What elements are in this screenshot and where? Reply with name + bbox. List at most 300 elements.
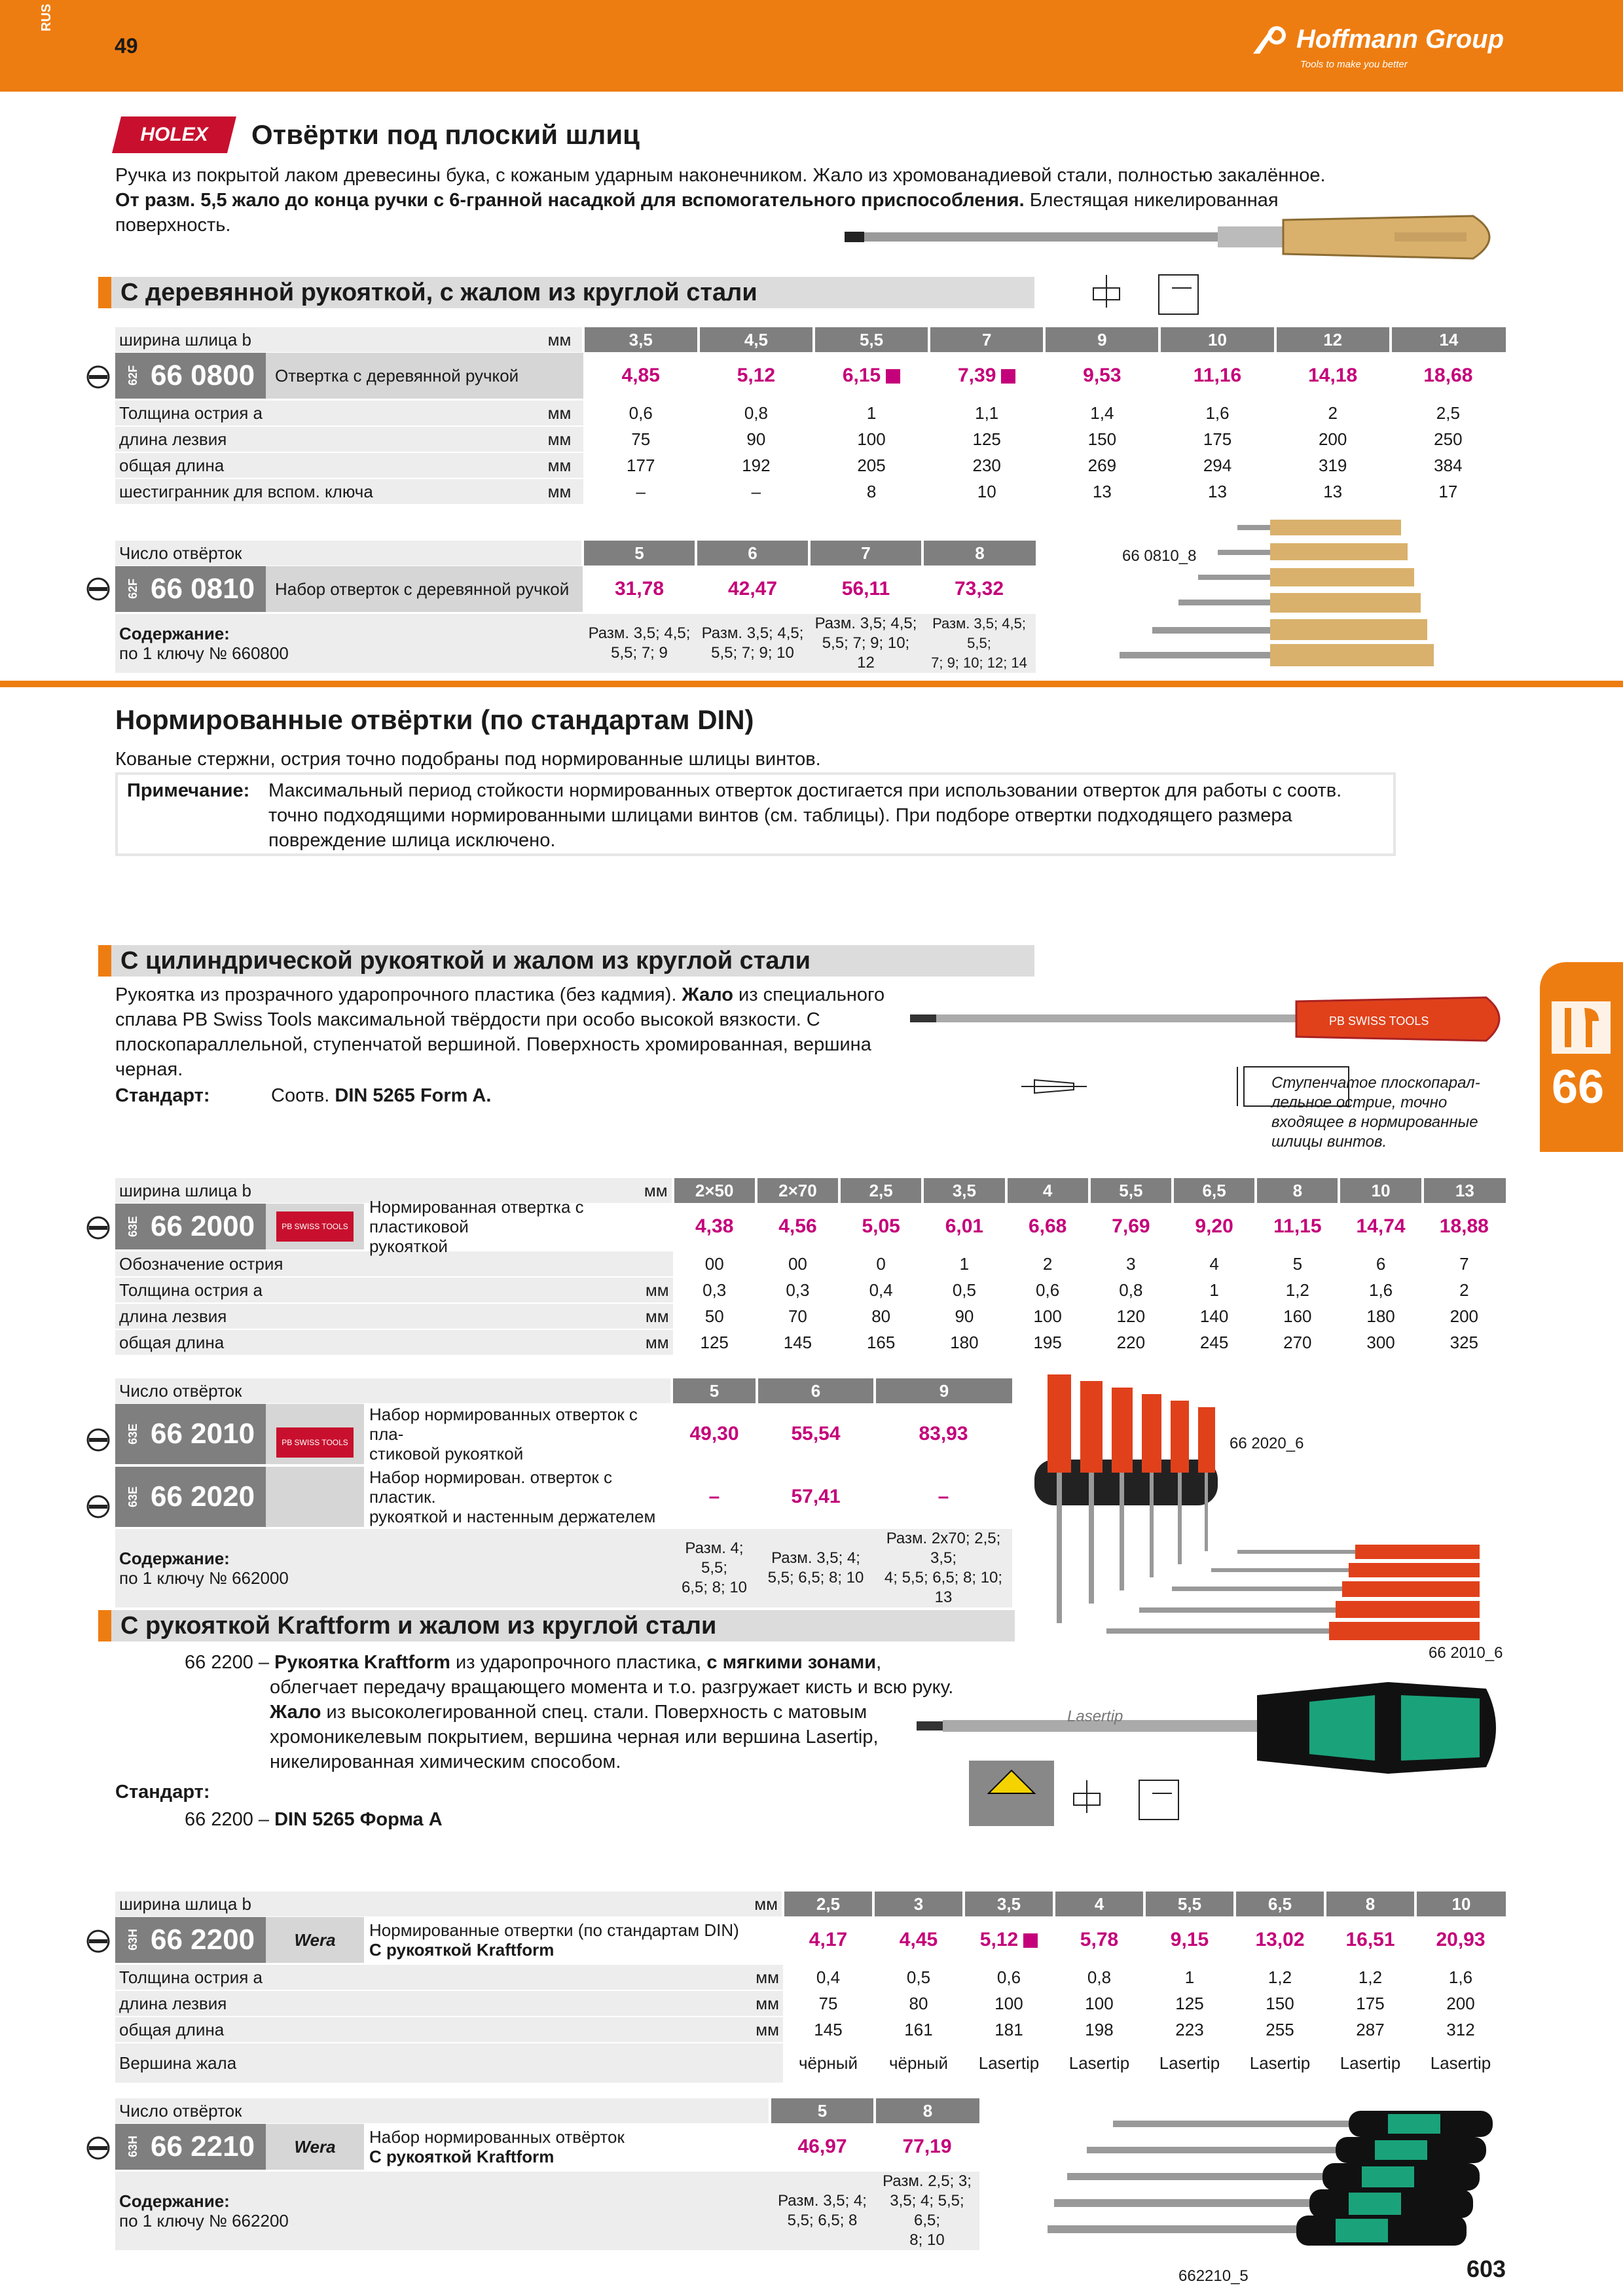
table-cell: 192: [699, 452, 814, 478]
table-cell: [737, 2043, 783, 2083]
table-cell: Разм. 2,5; 3; 3,5; 4; 5,5; 6,5; 8; 10: [875, 2171, 979, 2250]
pb-logo: PB SWISS TOOLS: [266, 1404, 364, 1464]
table-cell: 230: [929, 452, 1044, 478]
table-cell: 180: [922, 1329, 1006, 1355]
table-cell: 120: [1089, 1303, 1173, 1329]
image-ref-660810: 66 0810_8: [1122, 547, 1197, 565]
table-cell: 14,74: [1356, 1215, 1406, 1237]
table-cell: 0,3: [673, 1277, 756, 1303]
row-unit: мм: [544, 478, 583, 504]
brand-name: Hoffmann Group: [1296, 25, 1504, 54]
table-cell: 4: [1006, 1178, 1089, 1203]
table-cell: 90: [922, 1303, 1006, 1329]
table-cell: 175: [1159, 426, 1275, 452]
table-cell: 125: [1144, 1990, 1235, 2017]
table-cell: 0,3: [756, 1277, 839, 1303]
table-cell: Lasertip: [1235, 2043, 1325, 2083]
table-cell: 0,6: [583, 400, 699, 426]
table-cell: 4,38: [695, 1215, 734, 1237]
table-cell: Разм. 2x70; 2,5; 3,5; 4; 5,5; 6,5; 8; 10; 13: [875, 1528, 1012, 1607]
table-cell: 8: [922, 541, 1036, 565]
table-cell: ширина шлица b: [115, 1178, 613, 1203]
table-cell: Lasertip: [1325, 2043, 1415, 2083]
holex-logo: HOLEX: [112, 117, 236, 153]
wera-set-image: [1048, 2108, 1499, 2251]
table-cell: 9,20: [1195, 1215, 1233, 1237]
table-cell: 319: [1275, 452, 1391, 478]
slotted-screw-icon: [85, 1215, 111, 1241]
table-cell: 150: [1235, 1990, 1325, 2017]
table-cell: 4: [1173, 1251, 1256, 1277]
slotted-screw-icon: [85, 576, 111, 602]
table-cell: Содержание: по 1 ключу № 660800: [115, 613, 583, 673]
article-number[interactable]: 63E 66 2000: [115, 1204, 266, 1249]
size-cell: 5,5: [814, 327, 929, 352]
article-number[interactable]: 63E 66 2010: [115, 1404, 266, 1464]
wera-logo: Wera: [266, 2124, 364, 2170]
table-662200: [115, 1892, 1506, 2083]
slotted-screw-icon: [85, 364, 111, 390]
table-cell: 56,11: [841, 578, 890, 600]
table-cell: 1,6: [1415, 1964, 1506, 1990]
table-cell: 384: [1391, 452, 1506, 478]
image-ref-662020: 66 2020_6: [1230, 1435, 1304, 1452]
table-cell: 4,17: [809, 1929, 848, 1950]
table-cell: Разм. 4; 5,5; 6,5; 8; 10: [672, 1528, 757, 1607]
table-cell: 165: [839, 1329, 922, 1355]
table-cell: 1,6: [1159, 400, 1275, 426]
table-cell: 269: [1044, 452, 1159, 478]
price-cell: 11,16: [1193, 365, 1242, 386]
table-cell: 4,56: [778, 1215, 817, 1237]
size-cell: 3,5: [583, 327, 699, 352]
table-cell: 5,5: [1089, 1178, 1173, 1203]
table-cell: 160: [1256, 1303, 1339, 1329]
standard-label: Стандарт:: [115, 1085, 210, 1106]
table-cell: 63H 66 2200 Wera Нормированные отвертки (по стандартам DIN) С рукояткой Kraftform: [115, 1916, 783, 1964]
price-cell: 18,68: [1423, 365, 1473, 386]
table-cell: 1: [814, 400, 929, 426]
table-cell: 50: [673, 1303, 756, 1329]
table-cell: –: [699, 478, 814, 504]
table-cell: мм: [613, 1303, 672, 1329]
table-cell: 0,8: [1054, 1964, 1144, 1990]
section-title-din: Нормированные отвёртки (по стандартам DIN): [115, 704, 754, 735]
table-cell: Обозначение острия: [115, 1251, 613, 1277]
table-cell: Число отвёрток: [115, 2098, 770, 2123]
note-line: точно подходящими нормированными шлицами винтов (см. таблицы). При подборе отвертки подходящего размера: [268, 805, 1292, 826]
table-cell: Толщина острия a: [115, 1964, 737, 1990]
table-cell: 1,1: [929, 400, 1044, 426]
holex-desc-1: Ручка из покрытой лаком древесины бука, с кожаным ударным наконечником. Жало из хромованадиевой стали, полностью закалённое.: [115, 165, 1326, 186]
table-cell: 145: [756, 1329, 839, 1355]
table-cell: 2,5: [1391, 400, 1506, 426]
table-cell: 70: [756, 1303, 839, 1329]
table-cell: 3,5: [964, 1892, 1054, 1916]
table-cell: 90: [699, 426, 814, 452]
price-cell: 6,15: [814, 352, 929, 400]
kraftform-desc-line: никелированная химическим способом.: [270, 1751, 621, 1772]
pb-desc-line: черная.: [115, 1059, 183, 1080]
note-box: [115, 772, 1396, 856]
article-number[interactable]: 62F 66 0810: [115, 566, 266, 612]
table-cell: 11,15: [1273, 1215, 1322, 1237]
table-cell: ширина шлица b: [115, 1892, 737, 1916]
catalog-section-number: 49: [115, 34, 138, 58]
table-662210: [115, 2098, 979, 2250]
table-cell: 200: [1275, 426, 1391, 452]
table-cell: 1,2: [1325, 1964, 1415, 1990]
row-label: шестигранник для вспом. ключа: [115, 478, 544, 504]
table-cell: 31,78: [614, 578, 665, 600]
note-line: повреждение шлица исключено.: [268, 830, 556, 851]
table-cell: 200: [1415, 1990, 1506, 2017]
table-cell: 1,2: [1256, 1277, 1339, 1303]
table-cell: 00: [673, 1251, 756, 1277]
table-cell: 4: [1054, 1892, 1144, 1916]
row-unit: мм: [544, 452, 583, 478]
table-cell: 100: [964, 1990, 1054, 2017]
table-cell: Lasertip: [1415, 2043, 1506, 2083]
article-number[interactable]: 63E 66 2020: [115, 1467, 266, 1527]
table-cell: 5: [770, 2098, 875, 2123]
size-cell: 12: [1275, 327, 1391, 352]
bar-wooden-handle: С деревянной рукояткой, с жалом из круглой стали: [98, 277, 1034, 308]
table-cell: 63E 66 2010 PB SWISS TOOLS Набор нормированных отверток с пла- стиковой рукояткой: [115, 1403, 672, 1465]
table-cell: 3,5: [922, 1178, 1006, 1203]
hoffmann-logo: [1250, 24, 1539, 76]
pb-brand-text: PB SWISS TOOLS: [1329, 1014, 1429, 1028]
table-cell: 80: [873, 1990, 964, 2017]
table-cell: 1: [922, 1251, 1006, 1277]
table-cell: 2: [1423, 1277, 1506, 1303]
table-cell: 10: [1415, 1892, 1506, 1916]
table-cell: 2: [1006, 1251, 1089, 1277]
table-cell: 1: [1173, 1277, 1256, 1303]
new-marker-icon: [886, 369, 900, 384]
article-number[interactable]: 62F 66 0800: [115, 353, 266, 399]
note-line: Максимальный период стойкости нормированных отверток достигается при использовании отверток для работы с соотв.: [268, 780, 1342, 801]
header-unit: мм: [544, 327, 583, 352]
article-name: Отвертка с деревянной ручкой: [266, 353, 583, 399]
size-cell: 9: [1044, 327, 1159, 352]
din-desc: Кованые стержни, острия точно подобраны под нормированные шлицы винтов.: [115, 749, 821, 770]
table-cell: 7: [1423, 1251, 1506, 1277]
table-cell: 270: [1256, 1329, 1339, 1355]
table-cell: 0,5: [922, 1277, 1006, 1303]
table-cell: [115, 352, 583, 400]
wera-screwdriver-image: [917, 1662, 1506, 1833]
table-cell: 8: [875, 2098, 979, 2123]
table-cell: 0,4: [839, 1277, 922, 1303]
table-cell: мм: [737, 1892, 783, 1916]
kraftform-desc-line: облегчает передачу вращающего момента и т.о. разгружает кисть и всю руку.: [270, 1677, 954, 1698]
row-label: Толщина острия a: [115, 400, 544, 426]
table-cell: 125: [929, 426, 1044, 452]
table-cell: 150: [1044, 426, 1159, 452]
table-cell: 0,6: [1006, 1277, 1089, 1303]
wera-logo: Wera: [266, 1917, 364, 1963]
tools-icon: [1552, 1001, 1611, 1054]
chapter-number: 66: [1552, 1061, 1605, 1113]
table-662000: [115, 1178, 1506, 1355]
holex-desc-2-bold: От разм. 5,5 жало до конца ручки с 6-гранной насадкой для вспомогательного приспособления.: [115, 190, 1025, 211]
table-cell: 0,6: [964, 1964, 1054, 1990]
lasertip-text: Lasertip: [1067, 1708, 1123, 1725]
table-cell: Разм. 3,5; 4,5; 5,5; 7; 9; 10; 12: [809, 613, 922, 673]
table-cell: 250: [1391, 426, 1506, 452]
slotted-screw-icon: [85, 2135, 111, 2161]
table-cell: 6,01: [945, 1215, 984, 1237]
table-cell: 0,5: [873, 1964, 964, 1990]
table-cell: 6: [1339, 1251, 1422, 1277]
note-label: Примечание:: [127, 780, 250, 801]
table-cell: –: [583, 478, 699, 504]
table-cell: длина лезвия: [115, 1303, 613, 1329]
table-cell: 13: [1044, 478, 1159, 504]
table-cell: 49,30: [689, 1423, 739, 1444]
table-cell: мм: [737, 1990, 783, 2017]
table-cell: 9: [875, 1378, 1012, 1403]
table-cell: 287: [1325, 2017, 1415, 2043]
table-cell: 6: [757, 1378, 875, 1403]
table-cell: 5: [583, 541, 696, 565]
table-cell: 7,69: [1112, 1215, 1150, 1237]
table-cell: 75: [783, 1990, 873, 2017]
table-cell: 4,45: [899, 1929, 938, 1950]
table-cell: 16,51: [1345, 1929, 1395, 1950]
table-cell: 5: [672, 1378, 757, 1403]
holex-set-image: [1120, 511, 1486, 668]
price-cell: 7,39: [929, 352, 1044, 400]
table-cell: 6,68: [1028, 1215, 1067, 1237]
size-cell: 7: [929, 327, 1044, 352]
bar-cylindrical-handle: С цилиндрической рукояткой и жалом из круглой стали: [98, 945, 1034, 977]
row-unit: мм: [544, 426, 583, 452]
table-cell: 46,97: [797, 2136, 847, 2157]
table-cell: 0,4: [783, 1964, 873, 1990]
chapter-tab[interactable]: [1540, 962, 1623, 1152]
new-marker-icon: [1001, 369, 1015, 384]
table-cell: 200: [1423, 1303, 1506, 1329]
table-cell: 145: [783, 2017, 873, 2043]
table-cell: Толщина острия a: [115, 1277, 613, 1303]
table-cell: 5,5: [1144, 1892, 1235, 1916]
table-cell: 10: [929, 478, 1044, 504]
table-cell: 2,5: [783, 1892, 873, 1916]
table-cell: 2: [1275, 400, 1391, 426]
header-label: Число отвёрток: [115, 541, 583, 565]
table-cell: 312: [1415, 2017, 1506, 2043]
table-cell: чёрный: [783, 2043, 873, 2083]
table-cell: мм: [737, 2017, 783, 2043]
brand-tagline: Tools to make you better: [1300, 59, 1408, 70]
slotted-screw-icon: [85, 1928, 111, 1954]
table-cell: 0: [839, 1251, 922, 1277]
table-cell: длина лезвия: [115, 1990, 737, 2017]
table-cell: 63E 66 2000 PB SWISS TOOLS Нормированная отвертка с пластиковой рукояткой: [115, 1203, 673, 1251]
table-cell: 325: [1423, 1329, 1506, 1355]
table-cell: 6,5: [1235, 1892, 1325, 1916]
table-cell: Lasertip: [1054, 2043, 1144, 2083]
table-cell: Разм. 3,5; 4; 5,5; 6,5; 8; 10: [757, 1528, 875, 1607]
table-cell: Разм. 3,5; 4,5; 5,5; 7; 9; 10; 12; 14: [922, 613, 1036, 673]
pb-desc-line: сплава PB Swiss Tools максимальной твёрдости при особо высокой вязкости. С: [115, 1009, 820, 1030]
table-cell: 5: [1256, 1251, 1339, 1277]
table-cell: 100: [1006, 1303, 1089, 1329]
price-cell: 14,18: [1308, 365, 1358, 386]
table-cell: 8: [1325, 1892, 1415, 1916]
table-cell: 125: [673, 1329, 756, 1355]
table-cell: Lasertip: [964, 2043, 1054, 2083]
table-cell: Содержание: по 1 ключу № 662200: [115, 2171, 770, 2250]
table-cell: чёрный: [873, 2043, 964, 2083]
table-cell: 42,47: [727, 578, 778, 600]
pb-set-image: [1106, 1545, 1493, 1643]
table-cell: 77,19: [902, 2136, 952, 2157]
table-cell: 2×70: [756, 1178, 839, 1203]
slotted-screw-icon: [85, 1427, 111, 1453]
table-660810: [115, 541, 1036, 673]
new-marker-icon: [1023, 1933, 1038, 1948]
table-cell: Содержание: по 1 ключу № 662000: [115, 1528, 672, 1607]
table-cell: 195: [1006, 1329, 1089, 1355]
table-cell: 223: [1144, 2017, 1235, 2043]
table-cell: общая длина: [115, 1329, 613, 1355]
table-cell: 9,15: [1170, 1929, 1209, 1950]
table-cell: 300: [1339, 1329, 1422, 1355]
table-cell: 245: [1173, 1329, 1256, 1355]
price-cell: 5,12: [737, 365, 776, 386]
pb-desc-line: плоскопараллельной, ступенчатой вершиной. Поверхность хромированная, вершина: [115, 1034, 871, 1055]
table-cell: 6: [696, 541, 809, 565]
hoffmann-logo-icon: [1250, 26, 1292, 56]
table-660800: [115, 327, 1506, 504]
holex-desc-3: поверхность.: [115, 215, 231, 236]
table-cell: 140: [1173, 1303, 1256, 1329]
table-cell: Разм. 3,5; 4; 5,5; 6,5; 8: [770, 2171, 875, 2250]
table-cell: Вершина жала: [115, 2043, 737, 2083]
table-cell: 7: [809, 541, 922, 565]
table-cell: 180: [1339, 1303, 1422, 1329]
image-ref-662210: 662210_5: [1178, 2267, 1249, 2285]
article-number[interactable]: 63H 66 2200: [115, 1917, 266, 1963]
row-label: длина лезвия: [115, 426, 544, 452]
table-cell: 63H 66 2210 Wera Набор нормированных отвёрток С рукояткой Kraftform: [115, 2123, 770, 2171]
standard-label: Стандарт:: [115, 1782, 210, 1803]
table-cell: 18,88: [1439, 1215, 1489, 1237]
table-cell: Разм. 3,5; 4,5; 5,5; 7; 9: [583, 613, 696, 673]
header-label: ширина шлица b: [115, 327, 544, 352]
table-cell: 13: [1159, 478, 1275, 504]
table-cell: 198: [1054, 2017, 1144, 2043]
row-label: общая длина: [115, 452, 544, 478]
table-cell: 205: [814, 452, 929, 478]
table-cell: Lasertip: [1144, 2043, 1235, 2083]
table-cell: 100: [814, 426, 929, 452]
table-cell: мм: [613, 1178, 672, 1203]
table-cell: 1,4: [1044, 400, 1159, 426]
table-cell: 57,41: [757, 1465, 875, 1528]
table-cell: 5,78: [1080, 1929, 1119, 1950]
table-cell: 2,5: [839, 1178, 922, 1203]
table-cell: 17: [1391, 478, 1506, 504]
size-cell: 14: [1391, 327, 1506, 352]
price-cell: 9,53: [1083, 365, 1122, 386]
page-header: [0, 0, 1623, 92]
table-cell: 5,12: [964, 1916, 1054, 1964]
table-cell: общая длина: [115, 2017, 737, 2043]
table-cell: 00: [756, 1251, 839, 1277]
tip-note: Ступенчатое плоскопарал- лельное острие, точно входящее в нормированные шлицы винтов.: [1271, 1074, 1480, 1151]
table-cell: мм: [613, 1277, 672, 1303]
price-cell: 4,85: [621, 365, 660, 386]
article-name: Набор отверток с деревянной ручкой: [266, 566, 583, 612]
holex-desc-2-rest: Блестящая никелированная: [1024, 190, 1279, 211]
table-cell: мм: [737, 1964, 783, 1990]
table-cell: 13: [1423, 1178, 1506, 1203]
table-cell: 8: [814, 478, 929, 504]
table-cell: 2×50: [673, 1178, 756, 1203]
row-unit: мм: [544, 400, 583, 426]
table-cell: 20,93: [1436, 1929, 1486, 1950]
table-cell: 294: [1159, 452, 1275, 478]
table-cell: Число отвёрток: [115, 1378, 672, 1403]
table-cell: 13,02: [1255, 1929, 1305, 1950]
section-title-holex: Отвёртки под плоский шлиц: [251, 119, 640, 150]
table-cell: 175: [1325, 1990, 1415, 2017]
table-cell: 3: [1089, 1251, 1173, 1277]
table-cell: 63E 66 2020 Набор нормирован. отверток с пластик. рукояткой и настенным держателем: [115, 1465, 672, 1528]
table-cell: 181: [964, 2017, 1054, 2043]
table-cell: 100: [1054, 1990, 1144, 2017]
table-cell: –: [875, 1465, 1012, 1528]
table-cell: 55,54: [791, 1423, 841, 1444]
table-cell: 5,05: [862, 1215, 900, 1237]
table-cell: –: [672, 1465, 757, 1528]
size-cell: 10: [1159, 327, 1275, 352]
table-cell: 13: [1275, 478, 1391, 504]
table-cell: [115, 565, 583, 613]
table-cell: 10: [1339, 1178, 1422, 1203]
table-cell: мм: [613, 1329, 672, 1355]
table-cell: 1,2: [1235, 1964, 1325, 1990]
table-cell: 0,8: [1089, 1277, 1173, 1303]
page-number: 603: [1467, 2255, 1506, 2282]
image-ref-662010: 66 2010_6: [1429, 1644, 1503, 1662]
table-cell: 3: [873, 1892, 964, 1916]
table-cell: 1: [1144, 1964, 1235, 1990]
table-cell: 73,32: [954, 578, 1004, 600]
table-cell: 75: [583, 426, 699, 452]
table-cell: 255: [1235, 2017, 1325, 2043]
table-cell: 177: [583, 452, 699, 478]
kraftform-desc-line: хромоникелевым покрытием, вершина черная или вершина Lasertip,: [270, 1727, 879, 1748]
article-number[interactable]: 63H 66 2210: [115, 2124, 266, 2170]
section-divider: [0, 681, 1623, 687]
table-cell: 8: [1256, 1178, 1339, 1203]
table-cell: 0,8: [699, 400, 814, 426]
slotted-screw-icon: [85, 1494, 111, 1520]
bar-kraftform: С рукояткой Kraftform и жалом из круглой стали: [98, 1610, 1015, 1641]
language-tag: RUS: [39, 3, 54, 31]
table-662010-662020: [115, 1378, 1012, 1607]
table-cell: 161: [873, 2017, 964, 2043]
table-cell: 1,6: [1339, 1277, 1422, 1303]
table-cell: Разм. 3,5; 4,5; 5,5; 7; 9; 10: [696, 613, 809, 673]
table-cell: 83,93: [919, 1423, 968, 1444]
table-cell: 80: [839, 1303, 922, 1329]
